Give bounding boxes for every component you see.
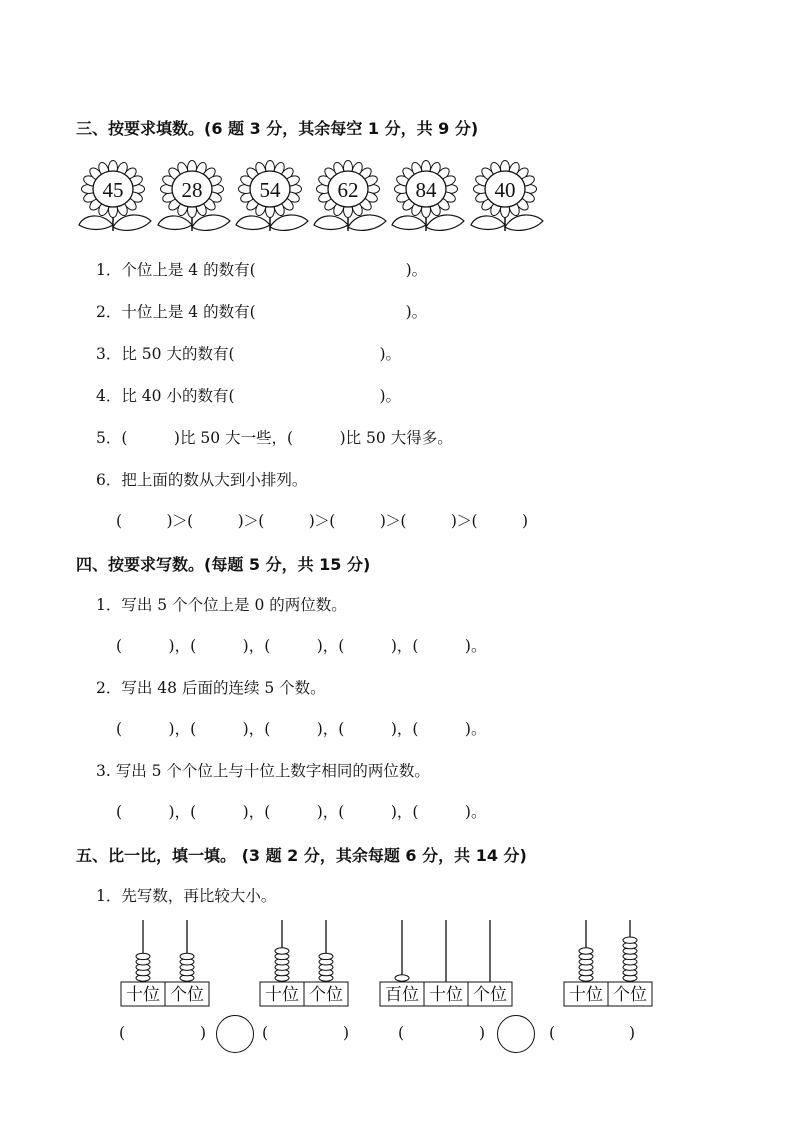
- abacus: [121, 920, 209, 1006]
- place-label: 十位: [429, 985, 463, 1005]
- place-label: 个位: [473, 985, 507, 1005]
- flower-number: 45: [102, 178, 124, 202]
- paren-open: (: [398, 1024, 405, 1042]
- s3-q1: 1．个位上是 4 的数有( )。: [96, 261, 428, 279]
- abacus: [260, 920, 348, 1006]
- abacus-bead: [395, 975, 409, 981]
- flower-number: 84: [415, 178, 437, 202]
- section5-title: 五、比一比，填一填。 (3 题 2 分，其余每题 6 分，共 14 分): [76, 846, 527, 865]
- s4-q3: 3. 写出 5 个个位上与十位上数字相同的两位数。: [96, 762, 430, 780]
- abacus: [564, 920, 652, 1006]
- paren-close: ): [343, 1024, 350, 1042]
- s4-q2-blanks: ( )，( )，( )，( )，( )。: [116, 720, 487, 738]
- s3-q2: 2．十位上是 4 的数有( )。: [96, 303, 428, 321]
- abacus: [380, 920, 512, 1006]
- section3-title: 三、按要求填数。(6 题 3 分，其余每空 1 分，共 9 分): [76, 119, 479, 138]
- abacus-bead: [180, 953, 194, 959]
- place-label: 百位: [385, 985, 419, 1005]
- compare-circle-2[interactable]: [497, 1015, 535, 1053]
- s4-q1-blanks: ( )，( )，( )，( )，( )。: [116, 637, 487, 655]
- s5-q1: 1．先写数，再比较大小。: [96, 887, 277, 905]
- s4-q2: 2．写出 48 后面的连续 5 个数。: [96, 679, 326, 697]
- s3-q5: 5．( )比 50 大一些，( )比 50 大得多。: [96, 429, 453, 447]
- flower-number: 54: [259, 178, 281, 202]
- s4-q3-blanks: ( )，( )，( )，( )，( )。: [116, 803, 487, 821]
- abacus-bead: [579, 948, 593, 954]
- paren-open: (: [549, 1024, 556, 1042]
- flower-number: 40: [494, 178, 516, 202]
- place-label: 个位: [170, 985, 204, 1005]
- abacus-bead: [136, 953, 150, 959]
- section4-title: 四、按要求写数。(每题 5 分，共 15 分): [76, 555, 371, 574]
- place-label: 十位: [569, 985, 603, 1005]
- s3-q4: 4．比 40 小的数有( )。: [96, 387, 402, 405]
- s3-q3: 3．比 50 大的数有( )。: [96, 345, 402, 363]
- paren-open: (: [119, 1024, 126, 1042]
- compare-circle-1[interactable]: [216, 1015, 254, 1053]
- place-label: 个位: [309, 985, 343, 1005]
- place-label: 个位: [613, 985, 647, 1005]
- s3-q6-chain: ( )＞( )＞( )＞( )＞( )＞( ): [116, 512, 528, 530]
- flower-number: 28: [181, 178, 203, 202]
- abacus-bead: [319, 953, 333, 959]
- abacus-bead: [623, 937, 637, 943]
- abacus-bead: [275, 948, 289, 954]
- s3-q6: 6．把上面的数从大到小排列。: [96, 471, 308, 489]
- place-label: 十位: [265, 985, 299, 1005]
- paren-close: ): [479, 1024, 486, 1042]
- paren-open: (: [262, 1024, 269, 1042]
- paren-close: ): [629, 1024, 636, 1042]
- s4-q1: 1．写出 5 个个位上是 0 的两位数。: [96, 596, 347, 614]
- place-label: 十位: [126, 985, 160, 1005]
- flower-number: 62: [337, 178, 359, 202]
- paren-close: ): [200, 1024, 207, 1042]
